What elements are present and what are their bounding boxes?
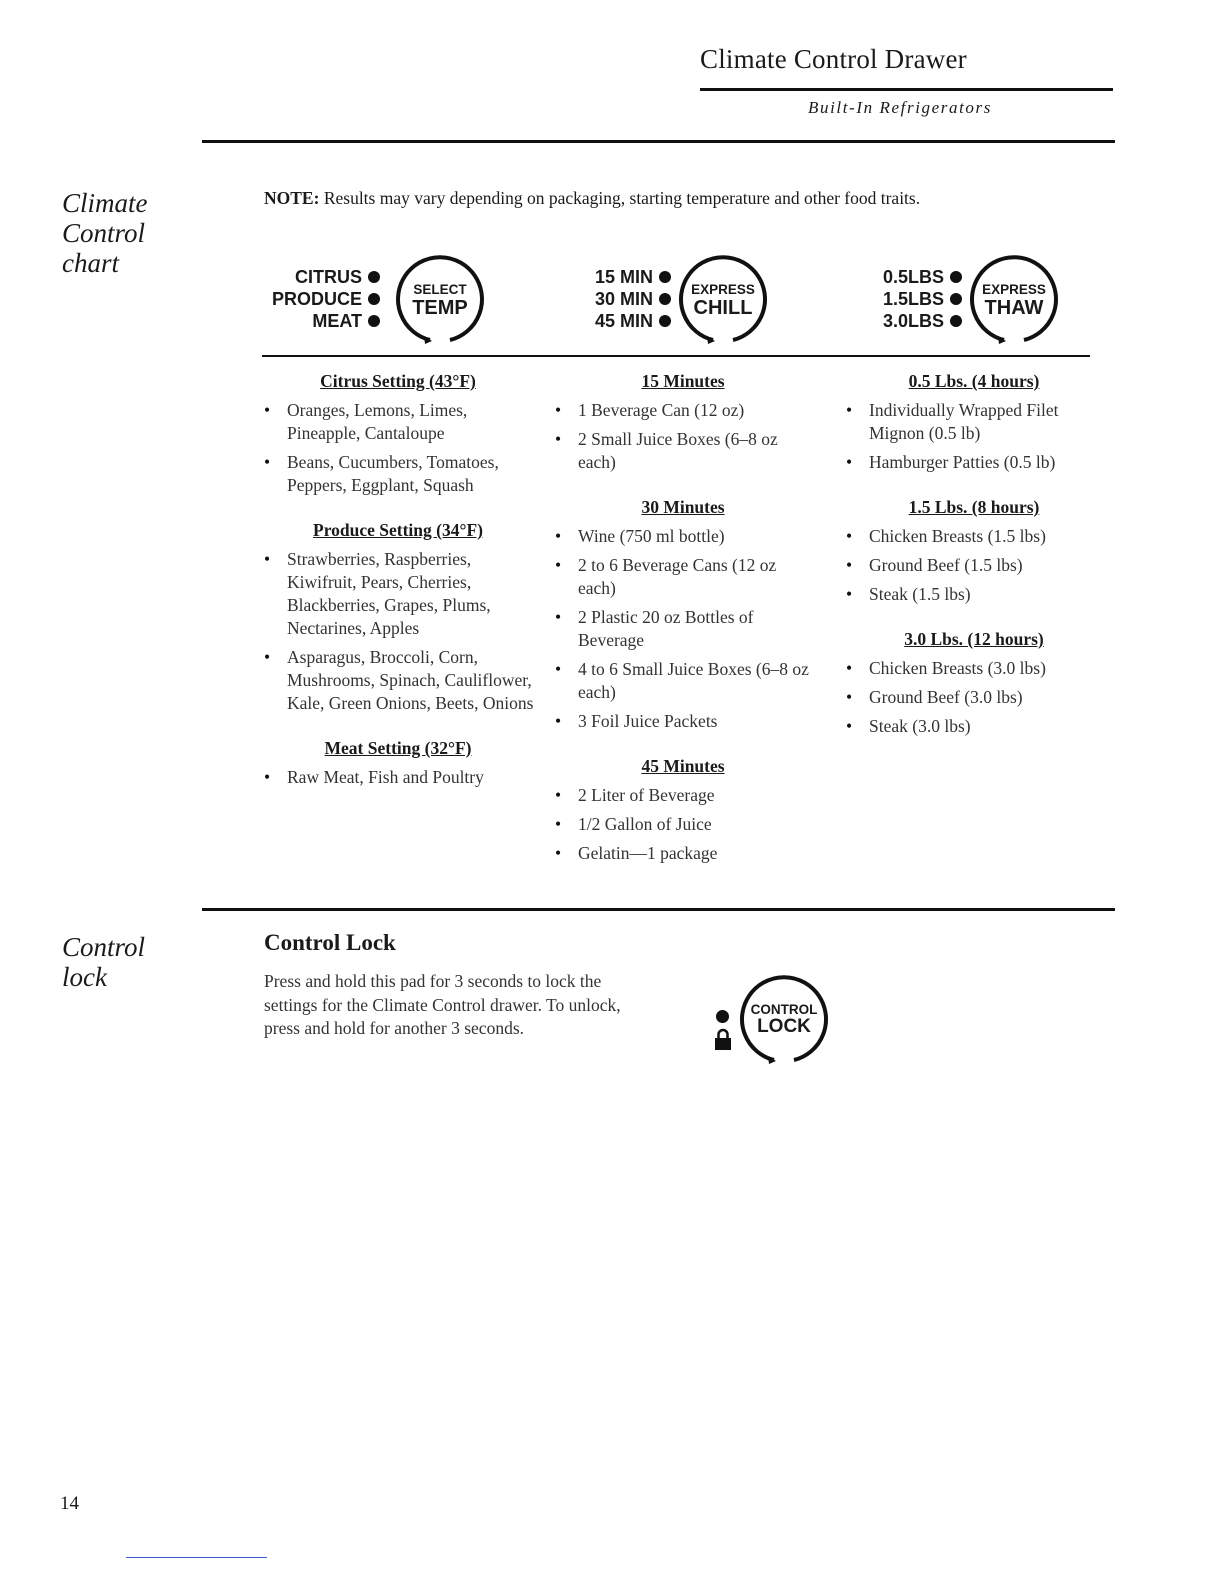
- section-divider-middle: [202, 908, 1115, 911]
- citrus-list: [262, 399, 534, 497]
- list-item: • Chicken Breasts (3.0 lbs): [844, 657, 1104, 680]
- list-item: • Beans, Cucumbers, Tomatoes, Peppers, Eggplant, Squash: [262, 451, 534, 497]
- express-label: EXPRESS: [691, 282, 755, 297]
- header-rule: [700, 88, 1113, 91]
- list-item: • Ground Beef (1.5 lbs): [844, 554, 1104, 577]
- list-item: • Individually Wrapped Filet Mignon (0.5 lb): [844, 399, 1104, 445]
- list-item: • Oranges, Lemons, Limes, Pineapple, Cantaloupe: [262, 399, 534, 445]
- list-item: • Ground Beef (3.0 lbs): [844, 686, 1104, 709]
- citrus-setting-heading: Citrus Setting (43°F): [320, 371, 476, 391]
- list-item: • Strawberries, Raspberries, Kiwifruit, Pears, Cherries, Blackberries, Grapes, Plums, Nectarines, Apples: [262, 548, 534, 640]
- indicator-light: [950, 271, 962, 283]
- list-item: • 1 Beverage Can (12 oz): [553, 399, 813, 422]
- produce-list: [262, 548, 534, 715]
- express-thaw-button[interactable]: [968, 252, 1060, 344]
- control-lock-title: Control Lock: [264, 930, 396, 955]
- express-label: EXPRESS: [982, 282, 1046, 297]
- option-15-min: 15 MIN: [595, 266, 671, 288]
- 0-5-lbs-list: [844, 399, 1104, 474]
- express-chill-panel: [553, 252, 769, 344]
- list-item: • Asparagus, Broccoli, Corn, Mushrooms, Spinach, Cauliflower, Kale, Green Onions, Beets, Onions: [262, 646, 534, 715]
- select-label: SELECT: [413, 282, 467, 297]
- express-chill-column: [553, 370, 813, 871]
- list-item: • Wine (750 ml bottle): [553, 525, 813, 548]
- indicator-light: [950, 315, 962, 327]
- note: [264, 188, 1124, 209]
- option-1-5-lbs: 1.5LBS: [883, 288, 962, 310]
- option-3-0-lbs: 3.0LBS: [883, 310, 962, 332]
- 3-0-lbs-list: [844, 657, 1104, 738]
- list-item: • 2 Small Juice Boxes (6–8 oz each): [553, 428, 813, 474]
- 3-0-lbs-heading: 3.0 Lbs. (12 hours): [904, 629, 1044, 649]
- chill-label: CHILL: [693, 297, 753, 319]
- temp-label: TEMP: [412, 297, 468, 319]
- control-label: CONTROL: [750, 1002, 818, 1017]
- option-0-5-lbs: 0.5LBS: [883, 266, 962, 288]
- 15-minutes-list: [553, 399, 813, 474]
- temp-settings-column: [262, 370, 534, 795]
- footer-line: [126, 1557, 267, 1558]
- express-thaw-column: [844, 370, 1104, 744]
- 0-5-lbs-heading: 0.5 Lbs. (4 hours): [908, 371, 1040, 391]
- indicator-light: [659, 293, 671, 305]
- express-thaw-panel: [844, 252, 1060, 344]
- indicator-light: [659, 271, 671, 283]
- 15-minutes-heading: 15 Minutes: [641, 371, 725, 391]
- control-lock-body: Press and hold this pad for 3 seconds to lock the settings for the Climate Control drawer. To unlock, press and hold for another 3 seconds.: [264, 971, 621, 1038]
- indicator-light: [659, 315, 671, 327]
- meat-list: [262, 766, 534, 789]
- section-divider-top: [202, 140, 1115, 143]
- option-30-min: 30 MIN: [595, 288, 671, 310]
- list-item: • Chicken Breasts (1.5 lbs): [844, 525, 1104, 548]
- indicator-light: [368, 293, 380, 305]
- express-chill-options: [595, 266, 671, 332]
- select-temp-panel: [262, 252, 486, 344]
- express-chill-button[interactable]: [677, 252, 769, 344]
- thaw-label: THAW: [984, 297, 1044, 319]
- list-item: • Steak (3.0 lbs): [844, 715, 1104, 738]
- express-thaw-options: [883, 266, 962, 332]
- list-item: • Raw Meat, Fish and Poultry: [262, 766, 534, 789]
- note-label: NOTE:: [264, 188, 320, 208]
- padlock-icon: [714, 1028, 732, 1050]
- list-item: • Hamburger Patties (0.5 lb): [844, 451, 1104, 474]
- note-text: Results may vary depending on packaging, starting temperature and other food traits.: [323, 188, 921, 208]
- list-item: • 2 Liter of Beverage: [553, 784, 813, 807]
- lock-label: LOCK: [757, 1016, 811, 1037]
- section-heading-climate-chart: Climate Control chart: [62, 188, 148, 278]
- 30-minutes-heading: 30 Minutes: [641, 497, 725, 517]
- 1-5-lbs-list: [844, 525, 1104, 606]
- indicator-light: [950, 293, 962, 305]
- 1-5-lbs-heading: 1.5 Lbs. (8 hours): [908, 497, 1040, 517]
- 45-minutes-heading: 45 Minutes: [641, 756, 725, 776]
- select-temp-button[interactable]: [394, 252, 486, 344]
- chart-rule: [262, 355, 1090, 357]
- page-number: 14: [60, 1493, 79, 1514]
- list-item: • 3 Foil Juice Packets: [553, 710, 813, 733]
- option-produce: PRODUCE: [272, 288, 380, 310]
- indicator-light: [716, 1010, 729, 1023]
- control-lock-panel: [712, 972, 836, 1068]
- meat-setting-heading: Meat Setting (32°F): [324, 738, 472, 758]
- list-item: • Steak (1.5 lbs): [844, 583, 1104, 606]
- 45-minutes-list: [553, 784, 813, 865]
- page-header-title: Climate Control Drawer: [700, 44, 967, 74]
- indicator-light: [368, 271, 380, 283]
- 30-minutes-list: [553, 525, 813, 733]
- option-meat: MEAT: [272, 310, 380, 332]
- produce-setting-heading: Produce Setting (34°F): [313, 520, 483, 540]
- option-45-min: 45 MIN: [595, 310, 671, 332]
- list-item: • 4 to 6 Small Juice Boxes (6–8 oz each): [553, 658, 813, 704]
- list-item: • 2 Plastic 20 oz Bottles of Beverage: [553, 606, 813, 652]
- option-citrus: CITRUS: [272, 266, 380, 288]
- section-heading-control-lock: Control lock: [62, 932, 146, 992]
- select-temp-options: [272, 266, 380, 332]
- list-item: • 1/2 Gallon of Juice: [553, 813, 813, 836]
- control-lock-button[interactable]: [738, 972, 830, 1064]
- list-item: • Gelatin—1 package: [553, 842, 813, 865]
- indicator-light: [368, 315, 380, 327]
- list-item: • 2 to 6 Beverage Cans (12 oz each): [553, 554, 813, 600]
- page-header-subtitle: Built-In Refrigerators: [808, 98, 992, 117]
